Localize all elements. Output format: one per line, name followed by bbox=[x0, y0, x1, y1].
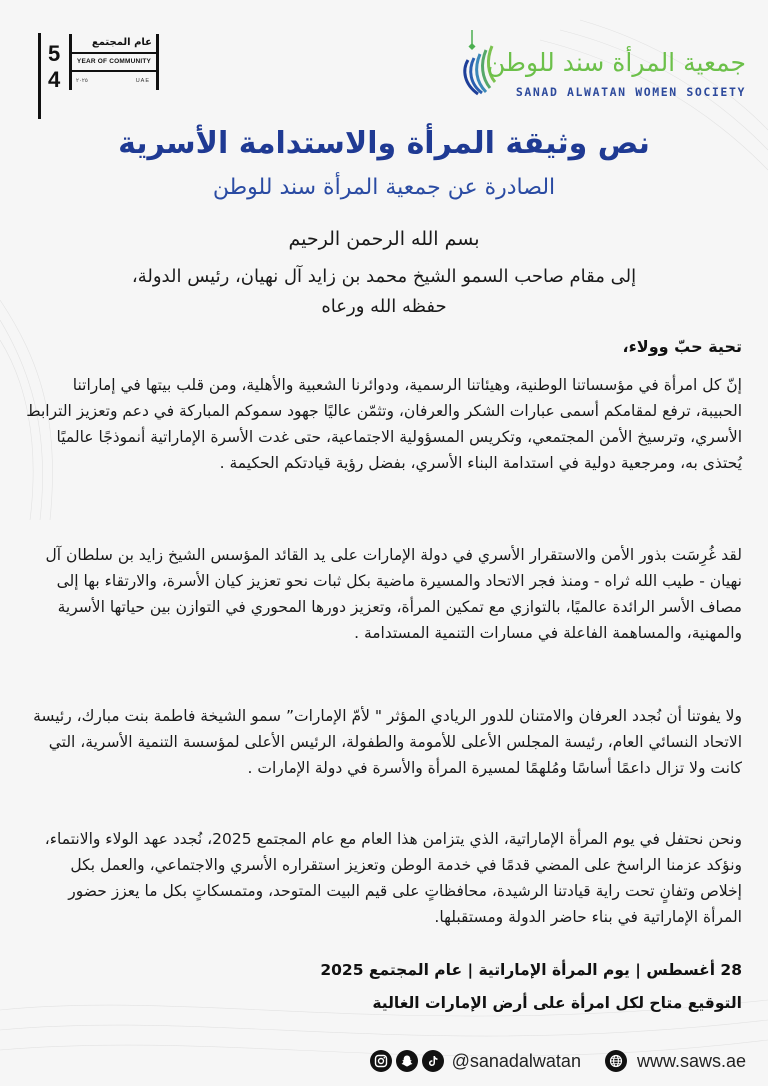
website-link[interactable]: www.saws.ae bbox=[636, 1050, 746, 1071]
paragraph: لقد غُرِسَت بذور الأمن والاستقرار الأسري في دولة الإمارات على يد القائد المؤسس الشيخ زايد بن سلطان آل نهيان - طيب الله ثراه - ومنذ فجر الاتحاد والمسيرة ماضية بكل ثبات نحو تعزيز كيان الأسرة، والارتقاء بها إلى مصاف الأسر الرائدة عالميًا، بالتوازي مع تمكين المرأة، وتعزيز دورها المحوري في التوازن بين حياتها الأسرية والمهنية، والمساهمة الفاعلة في مسارات التنمية المستدامة . bbox=[45, 546, 742, 642]
society-logo bbox=[450, 28, 750, 100]
footer-contacts bbox=[370, 1050, 746, 1072]
signature-line: التوقيع متاح لكل امرأة على أرض الإمارات الغالية bbox=[372, 994, 742, 1012]
document-subtitle: الصادرة عن جمعية المرأة سند للوطن bbox=[212, 175, 556, 200]
document-title: نص وثيقة المرأة والاستدامة الأسرية bbox=[118, 126, 650, 161]
badge-divider bbox=[38, 33, 41, 119]
badge-arabic-label: عام المجتمع bbox=[91, 37, 152, 48]
address-block bbox=[60, 262, 708, 322]
address-line-2: حفظه الله ورعاه bbox=[321, 296, 447, 317]
instagram-icon[interactable] bbox=[370, 1050, 392, 1072]
logo-english-name: SANAD ALWATAN WOMEN SOCIETY bbox=[515, 85, 746, 99]
globe-icon bbox=[605, 1050, 627, 1072]
badge-number-bottom: 4 bbox=[48, 67, 61, 92]
logo-arabic-name: جمعية المرأة سند للوطن bbox=[487, 48, 746, 77]
tiktok-icon[interactable] bbox=[422, 1050, 444, 1072]
badge-english-label: YEAR OF COMMUNITY bbox=[76, 58, 152, 65]
paragraph: ولا يفوتنا أن نُجدد العرفان والامتنان للدور الريادي المؤثر " لأمّ الإمارات” سمو الشيخة فاطمة بنت مبارك، رئيسة الاتحاد النسائي العام، رئيسة المجلس الأعلى للأمومة والطفولة، الرئيس الأعلى لمؤسسة التنمية الأسرية، التي كانت ولا تزال داعمًا أساسًا ومُلهمًا لمسيرة المرأة والأسرة في دولة الإمارات . bbox=[33, 707, 742, 777]
social-handle[interactable]: @sanadalwatan bbox=[451, 1050, 581, 1071]
date-line: 28 أغسطس | يوم المرأة الإماراتية | عام المجتمع 2025 bbox=[320, 961, 742, 979]
badge-rule bbox=[72, 70, 156, 72]
badge-footer-year: ٢٠٢٥ bbox=[76, 78, 88, 84]
badge-box bbox=[69, 34, 159, 90]
badge-footer-country: UAE bbox=[135, 78, 150, 84]
badge-rule bbox=[72, 52, 156, 54]
badge-footer bbox=[76, 78, 150, 84]
greeting: تحية حبّ وولاء، bbox=[622, 337, 742, 356]
address-line-1: إلى مقام صاحب السمو الشيخ محمد بن زايد آل نهيان، رئيس الدولة، bbox=[131, 266, 637, 287]
basmala: بسم الله الرحمن الرحيم bbox=[288, 228, 480, 250]
paragraph: ونحن نحتفل في يوم المرأة الإماراتية، الذي يتزامن هذا العام مع عام المجتمع 2025، نُجدد عهد الولاء والانتماء، ونؤكد عزمنا الراسخ على المضي قدمًا في خدمة الوطن وتعزيز استقراره الأسري والاجتماعي، والعمل بكل إخلاص وتفانٍ تحت راية قيادتنا الرشيدة، محافظاتٍ على قيم البيت المتوحد، ومتمسكاتٍ بكل ما يعزز حضور المرأة الإماراتية في بناء حاضر الدولة ومستقبلها. bbox=[44, 830, 742, 926]
badge-number-top: 5 bbox=[48, 41, 61, 66]
snapchat-icon[interactable] bbox=[396, 1050, 418, 1072]
paragraph: إنّ كل امرأة في مؤسساتنا الوطنية، وهيئاتنا الرسمية، ودوائرنا الشعبية والأهلية، ومن قلب بيتها في إماراتنا الحبيبة، ترفع لمقامكم أسمى عبارات الشكر والعرفان، وتثمّن عاليًا جهود سموكم المباركة في دعم وتعزيز الترابط الأسري، وترسيخ الأمن المجتمعي، وتكريس المسؤولية الاجتماعية، حتى غدت الأسرة الإماراتية أنموذجًا عالميًا يُحتذى به، ومرجعية دولية في استدامة البناء الأسري، بفضل رؤية قيادتكم الحكيمة . bbox=[26, 376, 742, 472]
year-of-community-badge bbox=[38, 33, 158, 121]
